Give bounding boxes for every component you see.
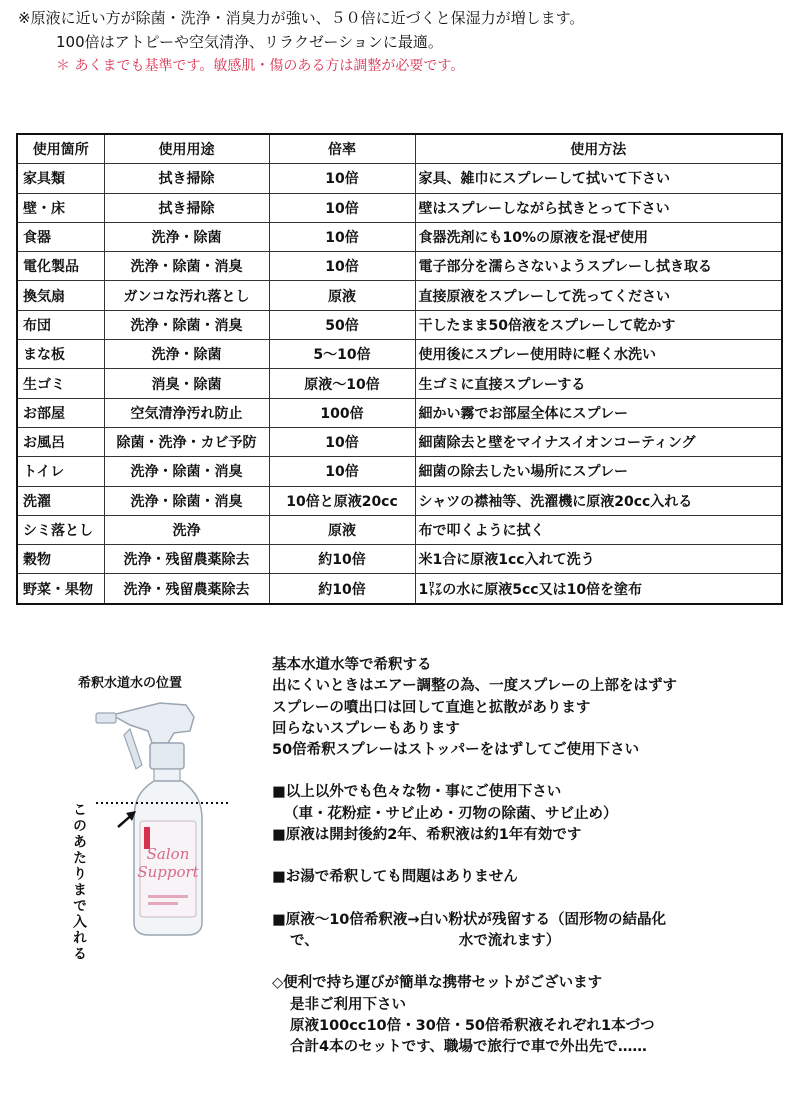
note-11a: で、 bbox=[290, 932, 319, 949]
cell-place: 食器 bbox=[17, 222, 104, 251]
cell-purpose: 洗浄・除菌・消臭 bbox=[104, 310, 269, 339]
cell-ratio: 約10倍 bbox=[269, 545, 415, 574]
header-ratio: 倍率 bbox=[269, 134, 415, 164]
note-11b: 水で流れます） bbox=[458, 932, 561, 949]
intro-caution: ＊ あくまでも基準です。敏感肌・傷のある方は調整が必要です。 bbox=[56, 58, 465, 74]
table-body bbox=[17, 164, 782, 604]
table-row bbox=[17, 398, 782, 427]
cell-ratio: 原液 bbox=[269, 515, 415, 544]
cell-place: シミ落とし bbox=[17, 515, 104, 544]
cell-method: 電子部分を濡らさないようスプレーし拭き取る bbox=[415, 252, 782, 281]
cell-ratio: 原液～10倍 bbox=[269, 369, 415, 398]
cell-ratio: 約10倍 bbox=[269, 574, 415, 604]
cell-place: 換気扇 bbox=[17, 281, 104, 310]
note-13: 是非ご利用下さい bbox=[290, 996, 406, 1013]
spray-bottle-image bbox=[90, 695, 250, 945]
cell-place: 電化製品 bbox=[17, 252, 104, 281]
cell-ratio: 10倍 bbox=[269, 164, 415, 193]
fill-level-note: このあたりまで入れる bbox=[71, 802, 87, 962]
cell-method: 壁はスプレーしながら拭きとって下さい bbox=[415, 193, 782, 222]
note-11 bbox=[272, 931, 792, 952]
cell-method: 布で叩くように拭く bbox=[415, 515, 782, 544]
note-1: 基本水道水等で希釈する bbox=[272, 657, 432, 673]
cell-place: 生ゴミ bbox=[17, 369, 104, 398]
cell-purpose: 洗浄・除菌・消臭 bbox=[104, 486, 269, 515]
cell-purpose: ガンコな汚れ落とし bbox=[104, 281, 269, 310]
cell-place: 壁・床 bbox=[17, 193, 104, 222]
cell-method: 1㍑の水に原液5cc又は10倍を塗布 bbox=[415, 574, 782, 604]
table-header-row bbox=[17, 134, 782, 164]
cell-purpose: 洗浄・除菌 bbox=[104, 340, 269, 369]
table-row bbox=[17, 574, 782, 604]
intro-section bbox=[18, 6, 788, 78]
cell-ratio: 原液 bbox=[269, 281, 415, 310]
note-5: 50倍希釈スプレーはストッパーをはずしてご使用下さい bbox=[272, 742, 640, 759]
cell-method: 使用後にスプレー使用時に軽く水洗い bbox=[415, 340, 782, 369]
table-row bbox=[17, 457, 782, 486]
cell-place: 穀物 bbox=[17, 545, 104, 574]
table-row bbox=[17, 427, 782, 456]
note-4: 回らないスプレーもあります bbox=[272, 720, 460, 737]
table-row bbox=[17, 252, 782, 281]
cell-place: まな板 bbox=[17, 340, 104, 369]
header-place: 使用箇所 bbox=[17, 134, 104, 164]
cell-ratio: 10倍と原液20cc bbox=[269, 486, 415, 515]
header-purpose: 使用用途 bbox=[104, 134, 269, 164]
cell-ratio: 10倍 bbox=[269, 193, 415, 222]
header-method: 使用方法 bbox=[415, 134, 782, 164]
cell-method: 細菌除去と壁をマイナスイオンコーティング bbox=[415, 427, 782, 456]
cell-method: 直接原液をスプレーして洗ってください bbox=[415, 281, 782, 310]
note-10: ■原液～10倍希釈液→白い粉状が残留する（固形物の結晶化 bbox=[272, 911, 667, 928]
note-8: ■原液は開封後約2年、希釈液は約1年有効です bbox=[272, 827, 582, 844]
cell-method: 米1合に原液1cc入れて洗う bbox=[415, 545, 782, 574]
cell-purpose: 消臭・除菌 bbox=[104, 369, 269, 398]
cell-method: 細菌の除去したい場所にスプレー bbox=[415, 457, 782, 486]
cell-purpose: 洗浄・除菌・消臭 bbox=[104, 252, 269, 281]
cell-purpose: 洗浄・残留農薬除去 bbox=[104, 545, 269, 574]
intro-line-1: ※原液に近い方が除菌・洗浄・消臭力が強い、５０倍に近づくと保湿力が増します。 bbox=[18, 9, 585, 27]
cell-purpose: 洗浄 bbox=[104, 515, 269, 544]
table-row bbox=[17, 545, 782, 574]
cell-method: 細かい霧でお部屋全体にスプレー bbox=[415, 398, 782, 427]
cell-ratio: 5～10倍 bbox=[269, 340, 415, 369]
cell-purpose: 洗浄・除菌 bbox=[104, 222, 269, 251]
note-3: スプレーの噴出口は回して直進と拡散があります bbox=[272, 699, 591, 716]
table-row bbox=[17, 281, 782, 310]
bottle-title: 希釈水道水の位置 bbox=[78, 676, 183, 691]
cell-method: 家具、雑巾にスプレーして拭いて下さい bbox=[415, 164, 782, 193]
cell-purpose: 除菌・洗浄・カビ予防 bbox=[104, 427, 269, 456]
cell-place: 布団 bbox=[17, 310, 104, 339]
note-7: （車・花粉症・サビ止め・刃物の除菌、サビ止め） bbox=[284, 805, 618, 822]
table-row bbox=[17, 515, 782, 544]
table-row bbox=[17, 340, 782, 369]
table-row bbox=[17, 310, 782, 339]
intro-line-2: 100倍はアトピーや空気清浄、リラクゼーションに最適。 bbox=[56, 33, 443, 51]
note-2: 出にくいときはエアー調整の為、一度スプレーの上部をはずす bbox=[272, 678, 677, 695]
cell-method: 干したまま50倍液をスプレーして乾かす bbox=[415, 310, 782, 339]
table-row bbox=[17, 222, 782, 251]
cell-place: 家具類 bbox=[17, 164, 104, 193]
cell-ratio: 10倍 bbox=[269, 427, 415, 456]
cell-purpose: 空気清浄汚れ防止 bbox=[104, 398, 269, 427]
cell-place: トイレ bbox=[17, 457, 104, 486]
cell-place: お風呂 bbox=[17, 427, 104, 456]
cell-purpose: 拭き掃除 bbox=[104, 193, 269, 222]
note-9: ■お湯で希釈しても問題はありません bbox=[272, 869, 518, 886]
notes-section bbox=[272, 655, 792, 1058]
note-6: ■以上以外でも色々な物・事にご使用下さい bbox=[272, 784, 562, 801]
note-14: 原液100cc10倍・30倍・50倍希釈液それぞれ1本づつ bbox=[290, 1017, 655, 1034]
cell-method: 食器洗剤にも10%の原液を混ぜ使用 bbox=[415, 222, 782, 251]
cell-purpose: 拭き掃除 bbox=[104, 164, 269, 193]
table-row bbox=[17, 369, 782, 398]
note-15: 合計4本のセットです、職場で旅行で車で外出先で…… bbox=[290, 1039, 647, 1056]
cell-method: 生ゴミに直接スプレーする bbox=[415, 369, 782, 398]
cell-ratio: 10倍 bbox=[269, 222, 415, 251]
usage-table bbox=[16, 133, 783, 605]
cell-place: 野菜・果物 bbox=[17, 574, 104, 604]
note-12: ◇便利で持ち運びが簡単な携帯セットがございます bbox=[272, 975, 603, 992]
cell-purpose: 洗浄・除菌・消臭 bbox=[104, 457, 269, 486]
table-row bbox=[17, 193, 782, 222]
table-row bbox=[17, 164, 782, 193]
cell-ratio: 100倍 bbox=[269, 398, 415, 427]
bottle-label-1: Salon bbox=[146, 845, 190, 863]
cell-place: お部屋 bbox=[17, 398, 104, 427]
cell-method: シャツの襟袖等、洗濯機に原液20cc入れる bbox=[415, 486, 782, 515]
cell-ratio: 10倍 bbox=[269, 457, 415, 486]
cell-purpose: 洗浄・残留農薬除去 bbox=[104, 574, 269, 604]
cell-place: 洗濯 bbox=[17, 486, 104, 515]
cell-ratio: 10倍 bbox=[269, 252, 415, 281]
cell-ratio: 50倍 bbox=[269, 310, 415, 339]
bottle-label-2: Support bbox=[137, 863, 199, 881]
table-row bbox=[17, 486, 782, 515]
